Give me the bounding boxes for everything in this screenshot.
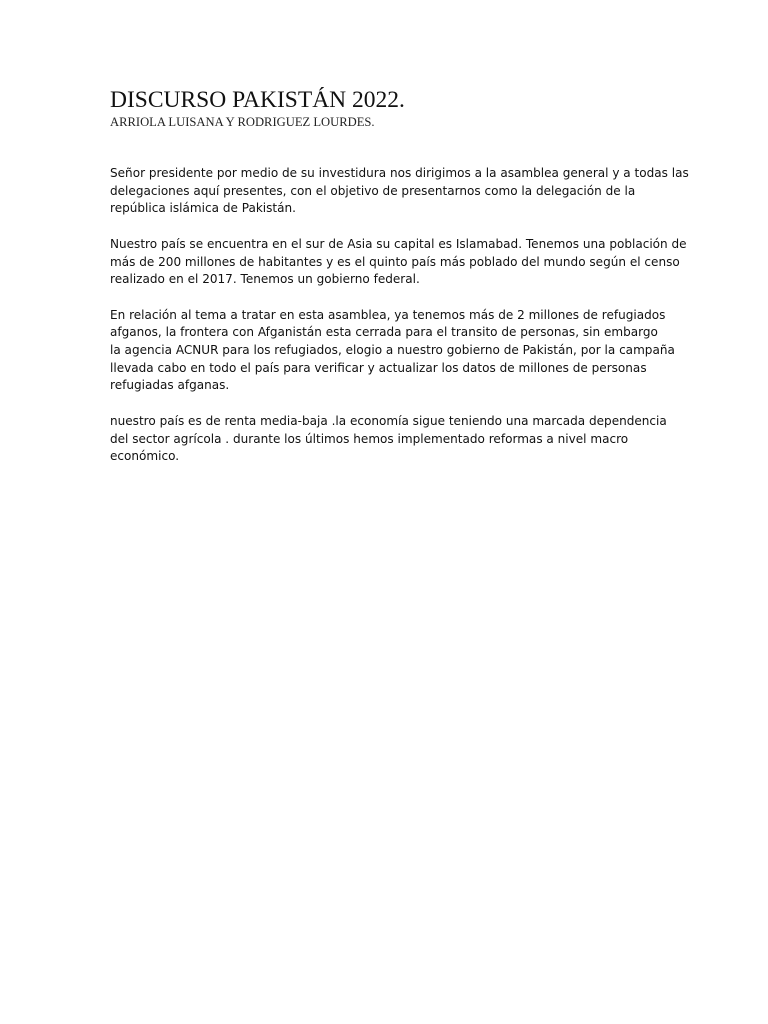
paragraph-line: llevada cabo en todo el país para verificar y actualizar los datos de millones de personas [110,360,647,375]
paragraph-line: delegaciones aquí presentes, con el objetivo de presentarnos como la delegación de la [110,183,636,198]
paragraph-economy [110,413,667,466]
document-content [110,86,689,484]
paragraph-intro [110,165,689,218]
paragraph-country [110,236,687,289]
paragraph-line: realizado en el 2017. Tenemos un gobierno federal. [110,272,420,287]
paragraph-line: la agencia ACNUR para los refugiados, elogio a nuestro gobierno de Pakistán, por la campaña [110,343,675,357]
paragraph-line: afganos, la frontera con Afganistán esta cerrada para el transito de personas, sin embargo [110,325,658,340]
paragraph-line: Nuestro país se encuentra en el sur de Asia su capital es Islamabad. Tenemos una población de [110,236,687,251]
paragraph-line: nuestro país es de renta media-baja .la economía sigue teniendo una marcada dependencia [110,413,667,428]
paragraph-line: En relación al tema a tratar en esta asamblea, ya tenemos más de 2 millones de refugiados [110,307,666,322]
paragraph-refugees [110,307,675,396]
paragraph-line: del sector agrícola . durante los últimos hemos implementado reformas a nivel macro [110,431,629,446]
paragraph-line: más de 200 millones de habitantes y es el quinto país más poblado del mundo según el censo [110,254,680,269]
document-title: DISCURSO PAKISTÁN 2022. [110,87,405,113]
paragraph-line: económico. [110,449,180,464]
paragraph-line: Señor presidente por medio de su investidura nos dirigimos a la asamblea general y a todas las [110,166,689,180]
document-body [110,165,689,466]
document-authors: ARRIOLA LUISANA Y RODRIGUEZ LOURDES. [110,115,375,129]
paragraph-line: república islámica de Pakistán. [110,201,296,216]
paragraph-line: refugiadas afganas. [110,378,230,393]
